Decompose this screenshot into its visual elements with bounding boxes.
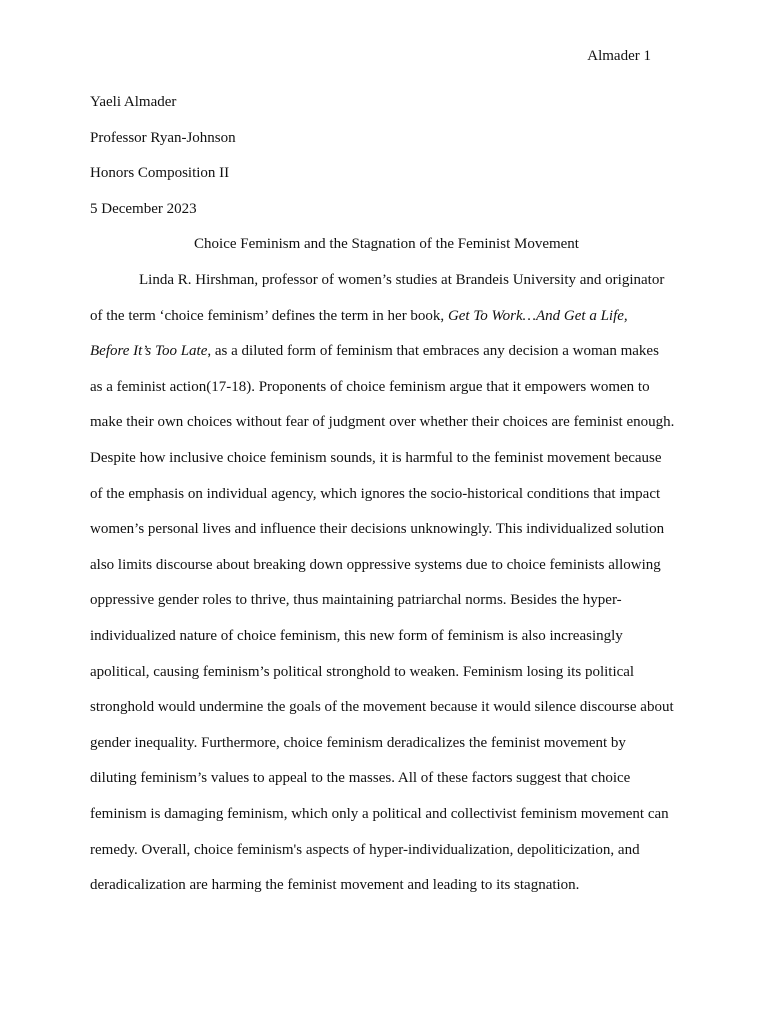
paragraph-line: Despite how inclusive choice feminism sounds, it is harmful to the feminist movement because	[90, 449, 662, 466]
body-paragraph	[90, 269, 682, 910]
paragraph-line: stronghold would undermine the goals of the movement because it would silence discourse about	[90, 699, 674, 716]
paragraph-line	[90, 305, 682, 341]
paragraph-line: of the emphasis on individual agency, which ignores the socio-historical conditions that impact	[90, 485, 661, 502]
line-text: , as a diluted form of feminism that embraces any decision a woman makes	[207, 343, 659, 360]
course-name: Honors Composition II	[90, 165, 230, 182]
paragraph-line: women’s personal lives and influence their decisions unknowingly. This individualized solution	[90, 521, 665, 538]
paragraph-line: feminism is damaging feminism, which only a political and collectivist feminism movement can	[90, 805, 669, 822]
book-title: Before It’s Too Late	[90, 343, 208, 360]
instructor-name: Professor Ryan-Johnson	[90, 129, 236, 146]
paragraph-line: individualized nature of choice feminism, this new form of feminism is also increasingly	[90, 627, 623, 644]
paragraph-line: Linda R. Hirshman, professor of women’s studies at Brandeis University and originator	[139, 272, 665, 288]
paragraph-line: also limits discourse about breaking down oppressive systems due to choice feminists allowing	[90, 556, 661, 573]
author-name: Yaeli Almader	[90, 94, 177, 110]
essay-title: Choice Feminism and the Stagnation of the Feminist Movement	[194, 236, 579, 253]
paragraph-line: remedy. Overall, choice feminism's aspects of hyper-individualization, depoliticization, and	[90, 841, 640, 858]
mla-heading	[90, 92, 680, 270]
paragraph-line: gender inequality. Furthermore, choice feminism deradicalizes the feminist movement by	[90, 734, 626, 751]
running-header: Almader 1	[587, 48, 651, 64]
paragraph-line: apolitical, causing feminism’s political stronghold to weaken. Feminism losing its political	[90, 663, 635, 680]
paragraph-line	[90, 340, 682, 376]
paragraph-line: as a feminist action(17-18). Proponents of choice feminism argue that it empowers women to	[90, 378, 650, 395]
line-text: of the term ‘choice feminism’ defines the term in her book,	[90, 307, 448, 324]
paragraph-line: make their own choices without fear of judgment over whether their choices are feminist enough.	[90, 414, 675, 431]
book-title: Get To Work…And Get a Life,	[447, 307, 628, 324]
paragraph-line: diluting feminism’s values to appeal to the masses. All of these factors suggest that choice	[90, 770, 631, 787]
date: 5 December 2023	[90, 200, 197, 217]
paragraph-line: oppressive gender roles to thrive, thus maintaining patriarchal norms. Besides the hyper-	[90, 592, 622, 609]
paragraph-line: deradicalization are harming the feminist movement and leading to its stagnation.	[90, 877, 580, 894]
